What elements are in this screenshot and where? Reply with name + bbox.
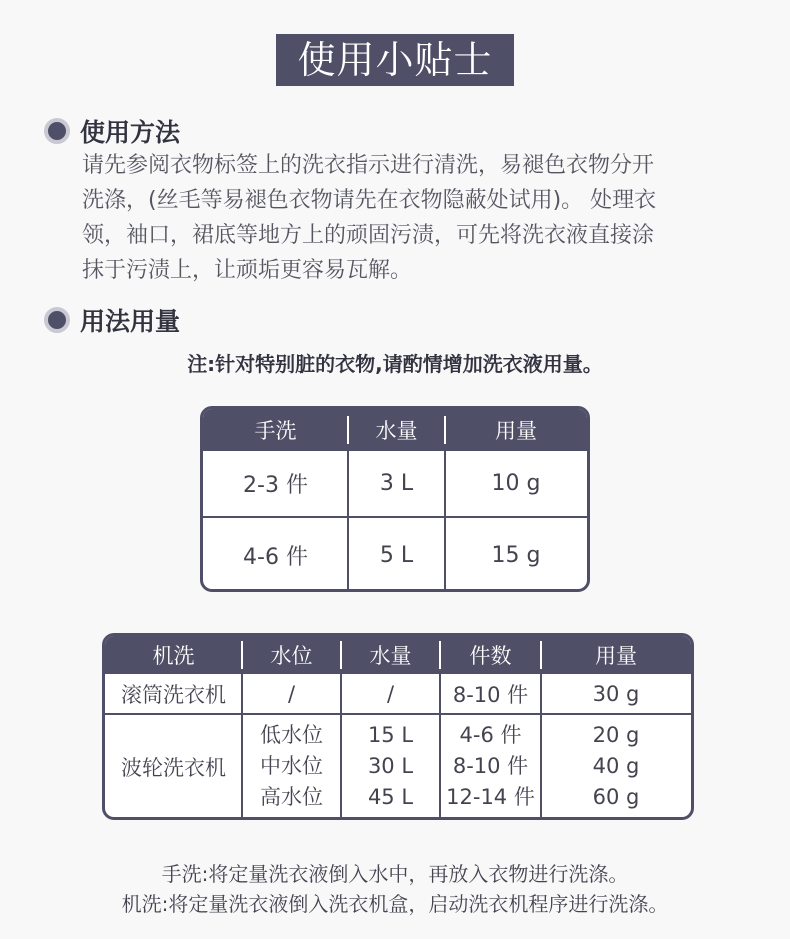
usage-line: 洗涤，(丝毛等易褪色衣物请先在衣物隐蔽处试用)。 处理衣 bbox=[82, 188, 657, 213]
bullet-dot-icon bbox=[44, 118, 70, 144]
cell-line: 60 g bbox=[592, 785, 640, 809]
cell-line: 12-14 件 bbox=[446, 785, 535, 809]
table-cell: 10 g bbox=[491, 471, 541, 496]
usage-line: 领，袖口，裙底等地方上的顽固污渍，可先将洗衣液直接涂 bbox=[82, 223, 655, 248]
cell-line: 45 L bbox=[367, 785, 414, 809]
cell-line: 高水位 bbox=[260, 785, 323, 809]
usage-heading-label: 使用方法 bbox=[80, 118, 181, 147]
table-cell: 8-10 件 bbox=[452, 682, 529, 707]
table-cell: / bbox=[386, 681, 395, 706]
usage-section-heading bbox=[44, 113, 180, 149]
table-cell: 30 g bbox=[592, 681, 640, 706]
cell-line: 20 g bbox=[592, 723, 640, 747]
table-cell: 波轮洗衣机 bbox=[121, 755, 226, 780]
table-header-cell: 水量 bbox=[375, 419, 418, 443]
footer-machine-instruction: 机洗:将定量洗衣液倒入洗衣机盒，启动洗衣机程序进行洗涤。 bbox=[121, 892, 669, 916]
machine-wash-table bbox=[102, 633, 694, 820]
table-cell bbox=[541, 715, 691, 818]
header-divider bbox=[540, 641, 542, 669]
table-cell: 2-3 件 bbox=[243, 473, 308, 498]
dosage-heading-label: 用法用量 bbox=[80, 307, 181, 336]
cell-line: 15 L bbox=[367, 723, 414, 747]
footer-hand-instruction: 手洗:将定量洗衣液倒入水中，再放入衣物进行洗涤。 bbox=[161, 862, 629, 886]
cell-line: 中水位 bbox=[260, 754, 323, 778]
table-header-cell: 手洗 bbox=[254, 419, 297, 443]
table-cell: 3 L bbox=[379, 471, 414, 496]
cell-line: 40 g bbox=[592, 754, 640, 778]
cell-line: 8-10 件 bbox=[452, 754, 529, 778]
table-cell: 滚筒洗衣机 bbox=[121, 682, 226, 707]
table-header-cell: 机洗 bbox=[152, 644, 195, 668]
hand-wash-table bbox=[200, 406, 590, 592]
header-divider bbox=[340, 641, 342, 669]
usage-line: 抹于污渍上，让顽垢更容易瓦解。 bbox=[82, 258, 413, 283]
table-cell: 15 g bbox=[491, 542, 541, 568]
bullet-dot-icon bbox=[44, 307, 70, 333]
usage-paragraph bbox=[82, 148, 742, 288]
table-cell bbox=[242, 715, 341, 818]
header-divider bbox=[347, 416, 349, 444]
dosage-note: 注:针对特别脏的衣物,请酌情增加洗衣液用量。 bbox=[187, 352, 603, 376]
table-cell: 5 L bbox=[379, 542, 414, 568]
table-header-cell: 用量 bbox=[595, 644, 637, 668]
table-cell bbox=[341, 715, 440, 818]
table-cell: / bbox=[287, 681, 296, 706]
table-cell bbox=[440, 715, 541, 818]
header-divider bbox=[439, 641, 441, 669]
header-divider bbox=[241, 641, 243, 669]
table-cell: 4-6 件 bbox=[243, 544, 308, 570]
cell-line: 4-6 件 bbox=[459, 723, 522, 747]
cell-line: 低水位 bbox=[260, 723, 323, 747]
table-header-cell: 水位 bbox=[270, 644, 313, 668]
dosage-section-heading bbox=[44, 302, 180, 338]
cell-line: 30 L bbox=[367, 754, 414, 778]
table-header-cell: 件数 bbox=[469, 644, 512, 668]
table-header-cell: 用量 bbox=[495, 419, 537, 443]
usage-line: 请先参阅衣物标签上的洗衣指示进行清洗，易褪色衣物分开 bbox=[82, 153, 655, 178]
page-title: 使用小贴士 bbox=[276, 34, 514, 86]
table-header-cell: 水量 bbox=[369, 644, 412, 668]
header-divider bbox=[444, 416, 446, 444]
